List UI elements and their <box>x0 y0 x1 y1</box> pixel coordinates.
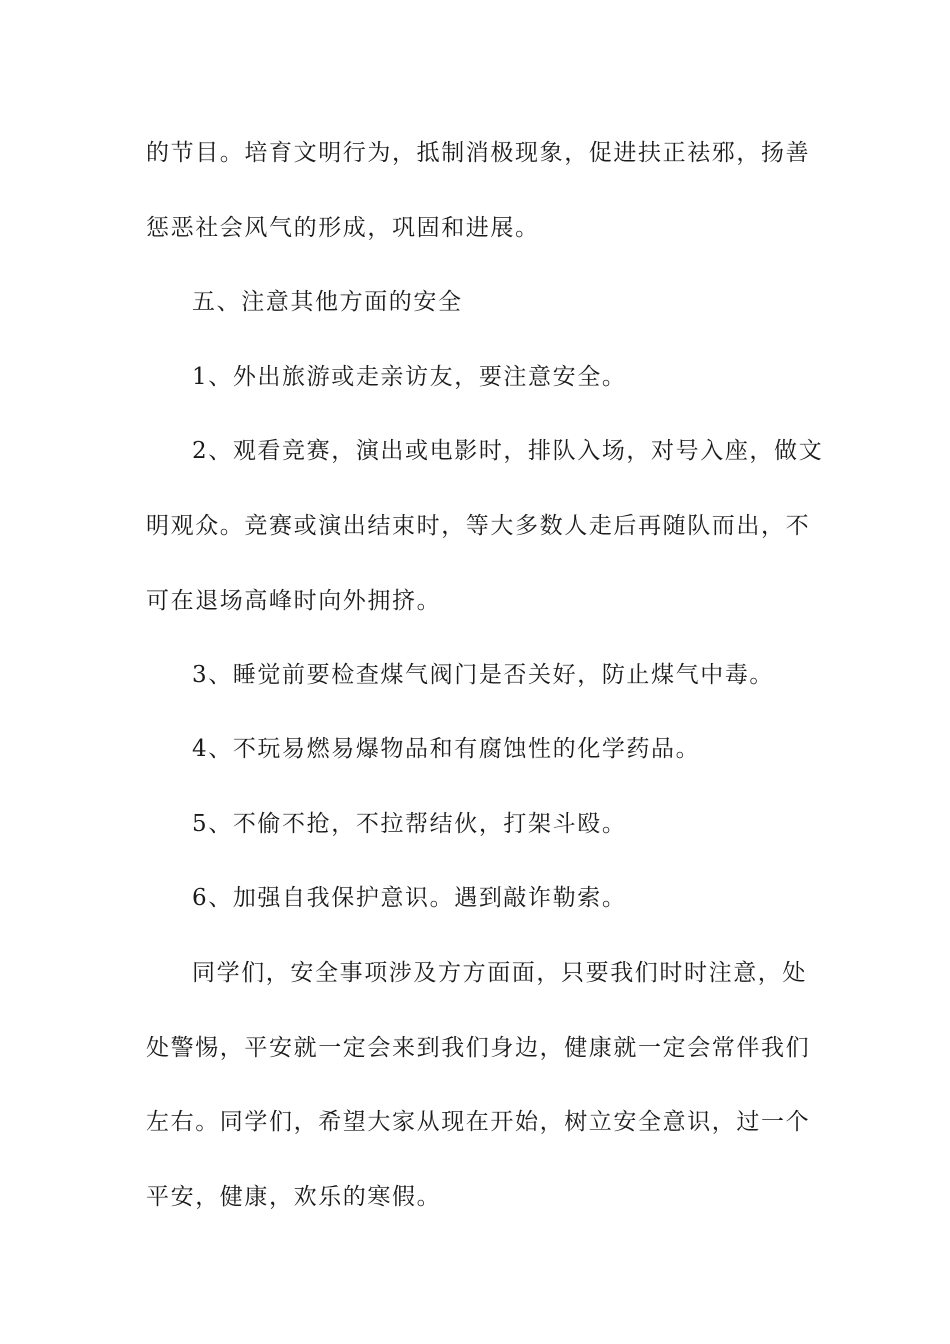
paragraph-line: 的节目。培育文明行为，抵制消极现象，促进扶正祛邪，扬善 <box>146 140 811 166</box>
section-heading: 五、注意其他方面的安全 <box>192 289 463 315</box>
list-item: 3、睡觉前要检查煤气阀门是否关好，防止煤气中毒。 <box>192 662 775 688</box>
paragraph-line: 明观众。竞赛或演出结束时，等大多数人走后再随队而出，不 <box>146 513 811 539</box>
list-item: 6、加强自我保护意识。遇到敲诈勒索。 <box>192 885 627 911</box>
list-item: 1、外出旅游或走亲访友，要注意安全。 <box>192 364 627 390</box>
list-item: 2、观看竞赛，演出或电影时，排队入场，对号入座，做文 <box>192 438 824 464</box>
paragraph-line: 处警惕，平安就一定会来到我们身边，健康就一定会常伴我们 <box>146 1035 811 1061</box>
list-item: 5、不偷不抢，不拉帮结伙，打架斗殴。 <box>192 811 627 837</box>
paragraph-line: 左右。同学们，希望大家从现在开始，树立安全意识，过一个 <box>146 1109 811 1135</box>
paragraph-line: 可在退场高峰时向外拥挤。 <box>146 588 442 614</box>
paragraph-line: 惩恶社会风气的形成，巩固和进展。 <box>146 215 540 241</box>
paragraph-line: 同学们，安全事项涉及方方面面，只要我们时时注意，处 <box>192 960 807 986</box>
list-item: 4、不玩易燃易爆物品和有腐蚀性的化学药品。 <box>192 736 701 762</box>
paragraph-line: 平安，健康，欢乐的寒假。 <box>146 1184 442 1210</box>
